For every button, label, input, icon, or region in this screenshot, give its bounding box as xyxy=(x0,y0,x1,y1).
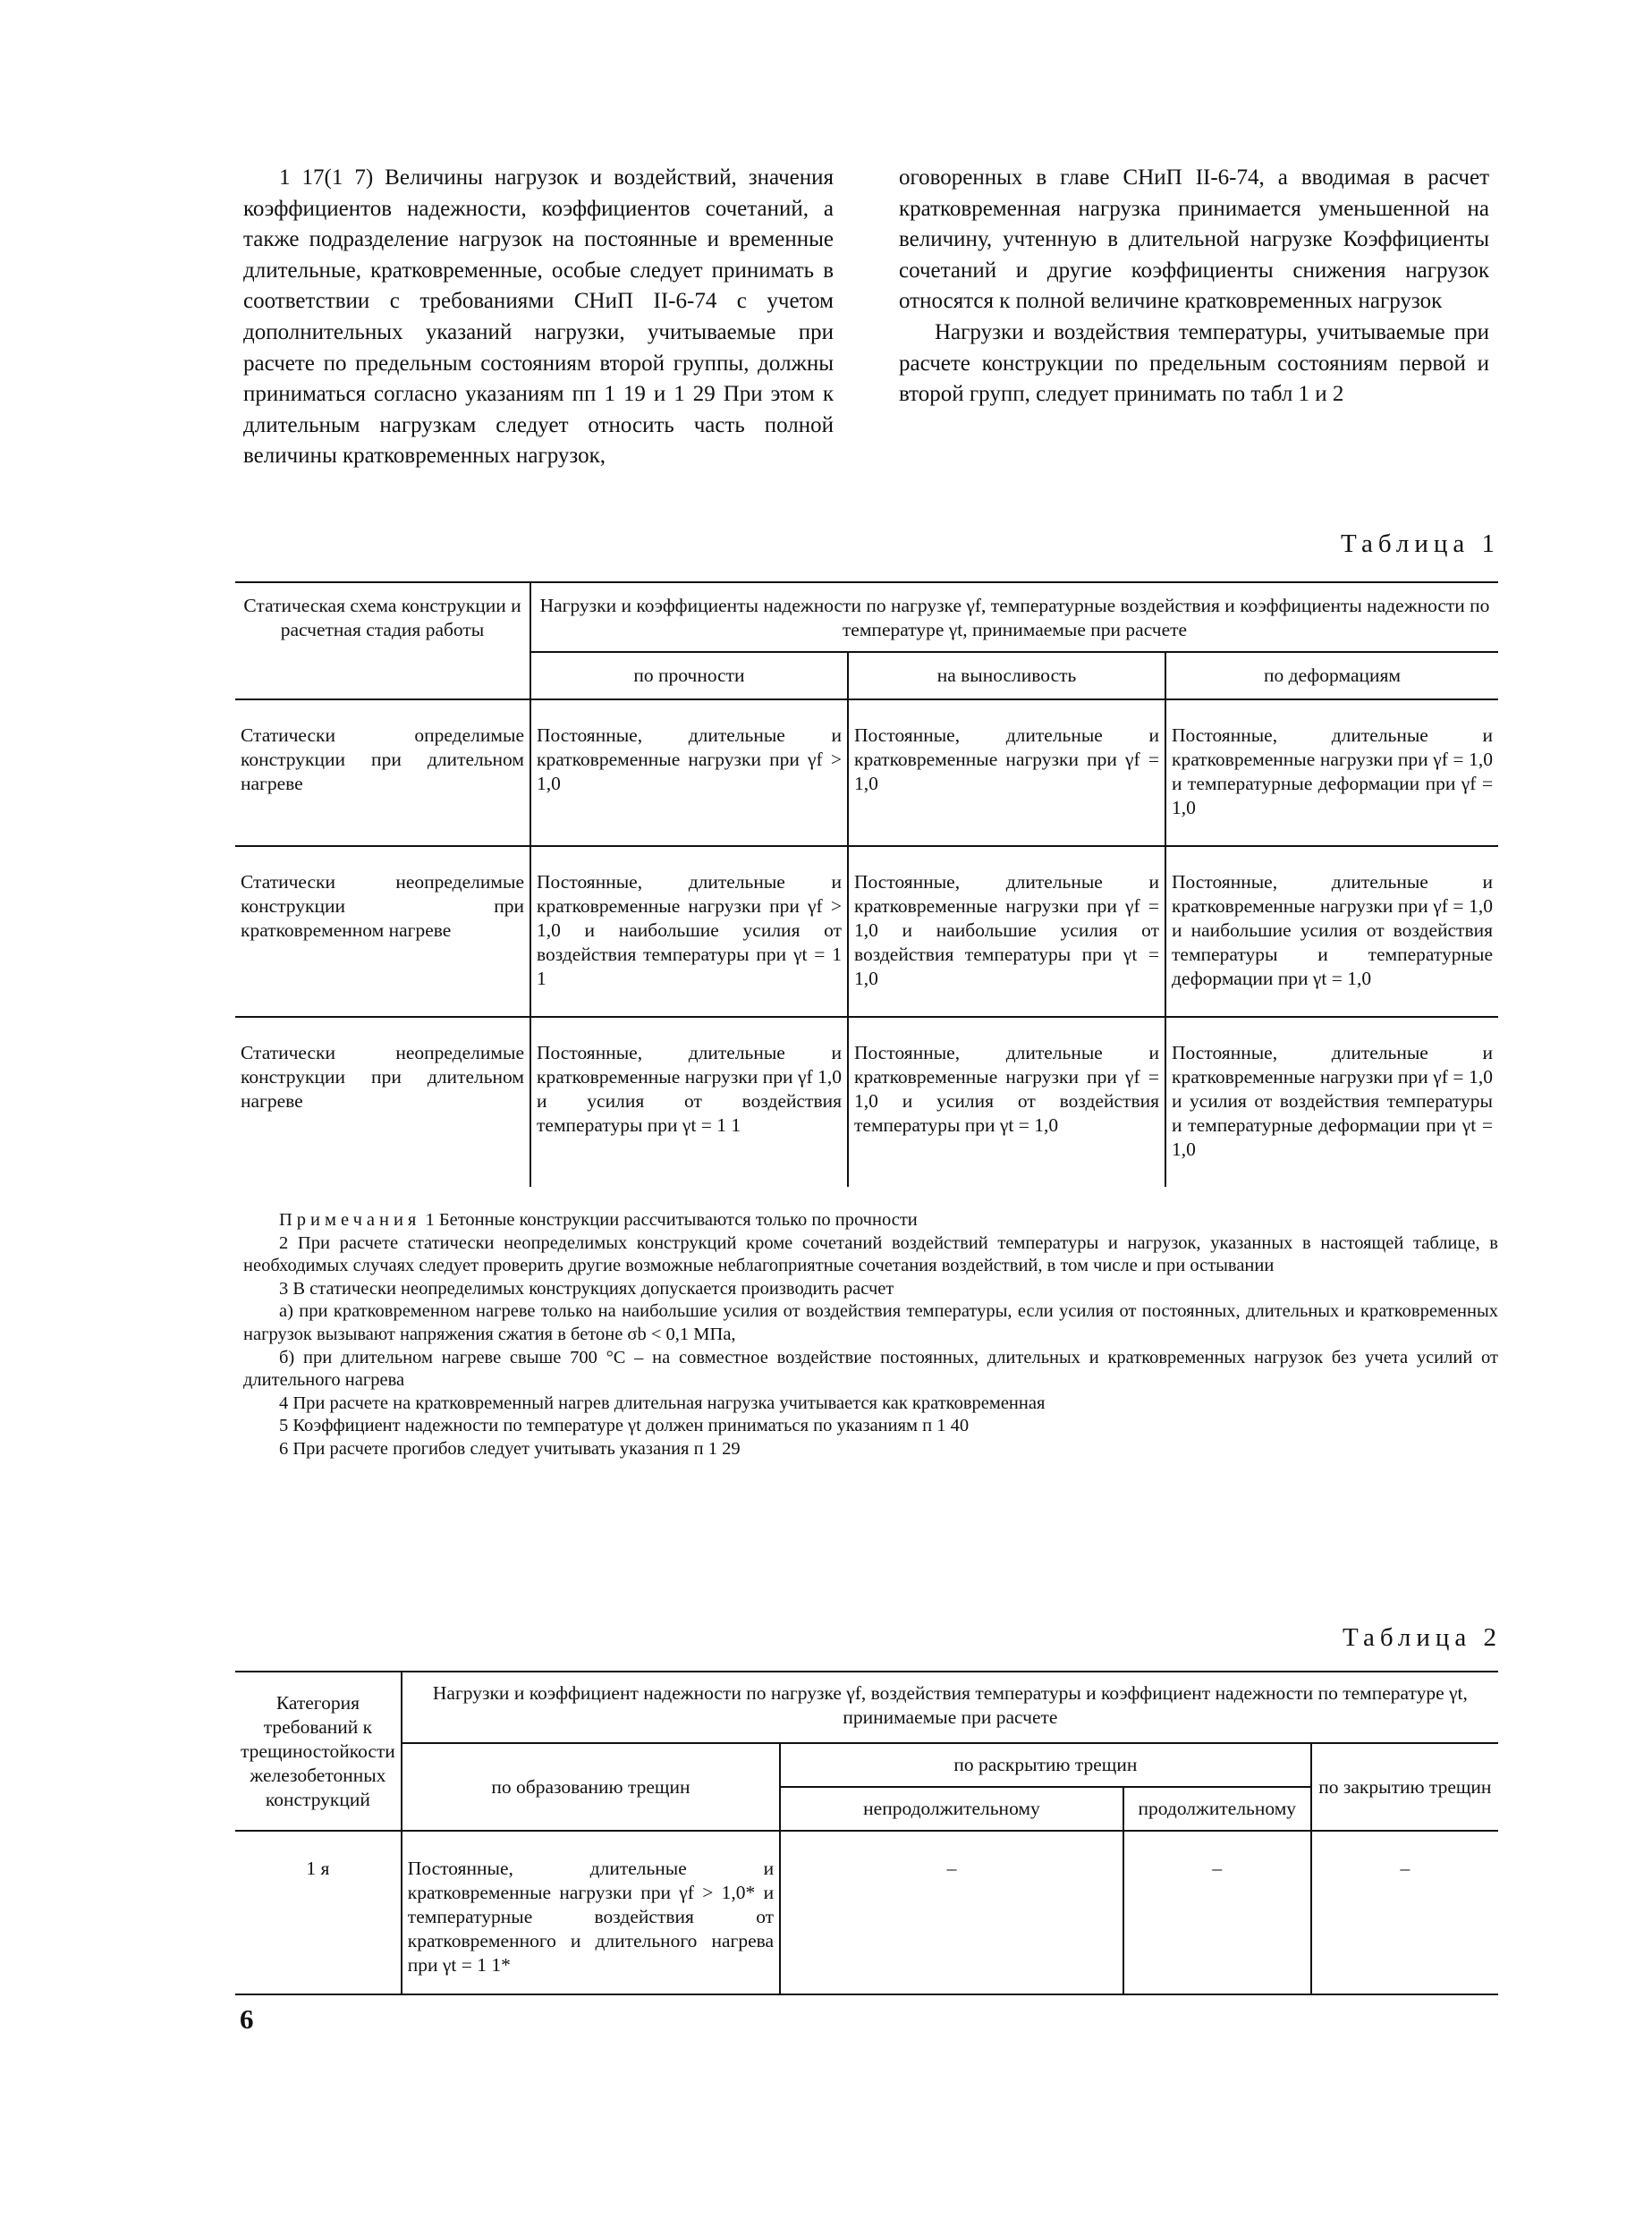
table-1-cell: Постоянные, длительные и кратковременные нагрузки при γf > 1,0 xyxy=(530,699,848,846)
note-3a: а) при кратковременном нагреве только на наибольшие усилия от воздействия температуры, если усилия от постоянных, длительных и кратковременных нагрузок вызывают напряжения сжатия в бетоне σb < 0,1 МПа, xyxy=(243,1301,1498,1344)
table-2-header-short-term: непродолжительному xyxy=(780,1787,1123,1831)
table-1-row-label: Статически неопределимые конструкции при кратковременном нагреве xyxy=(235,846,530,1017)
table-2-header-category: Категория требований к трещиностойкости железобетонных конструкций xyxy=(235,1672,402,1831)
table-1 xyxy=(235,581,1498,1187)
table-2-header-closing: по закрытию трещин xyxy=(1311,1743,1498,1831)
table-1-notes xyxy=(243,1209,1498,1461)
table-1-header-endurance: на выносливость xyxy=(848,652,1165,699)
table-1-cell: Постоянные, длительные и кратковременные нагрузки при γf 1,0 и усилия от воздействия температуры при γt = 1 1 xyxy=(530,1017,848,1187)
table-1-cell: Постоянные, длительные и кратковременные нагрузки при γf = 1,0 и температурные деформации при γf = 1,0 xyxy=(1165,699,1498,846)
table-1-cell: Постоянные, длительные и кратковременные нагрузки при γf > 1,0 и наибольшие усилия от воздействия температуры при γt = 1 1 xyxy=(530,846,848,1017)
table-1-header-strength: по прочности xyxy=(530,652,848,699)
table-1-cell: Постоянные, длительные и кратковременные нагрузки при γf = 1,0 и усилия от воздействия температуры и температурные деформации при γt = 1,0 xyxy=(1172,1042,1493,1160)
table-2-cell-long-term: – xyxy=(1123,1831,1311,1994)
table-2-header-opening: по раскрытию трещин xyxy=(780,1743,1311,1787)
paragraph-1-17: 1 17(1 7) Величины нагрузок и воздействий, значения коэффициентов надежности, коэффициентов сочетаний, а также подразделение нагрузок на постоянные и временные длительные, кратковременные, особые следует принимать в соответствии с требованиями СНиП II-6-74 с учетом дополнительных указаний нагрузки, учитываемые при расчете по предельным состояниям второй группы, должны приниматься согласно указаниям пп 1 19 и 1 29 При этом к длительным нагрузкам следует относить часть полной величины кратковременных нагрузок, xyxy=(243,165,834,469)
table-1-cell: Постоянные, длительные и кратковременные нагрузки при γf = 1,0 и наибольшие усилия от воздействия температуры и температурные деформации при γt = 1,0 xyxy=(1165,846,1498,1017)
paragraph-temperature-loads: Нагрузки и воздействия температуры, учитываемые при расчете конструкции по предельным состояниям первой и второй групп, следует принимать по табл 1 и 2 xyxy=(899,319,1489,407)
table-1-row-label: Статически определимые конструкции при длительном нагреве xyxy=(235,699,530,846)
table-1-header-main: Нагрузки и коэффициенты надежности по нагрузке γf, температурные воздействия и коэффициенты надежности по температуре γt, принимаемые при расчете xyxy=(539,595,1490,640)
table-2-header-formation: по образованию трещин xyxy=(402,1743,780,1831)
right-text-column xyxy=(899,163,1489,411)
table-2-caption: Таблица 2 xyxy=(1342,1623,1502,1652)
table-1-cell: Постоянные, длительные и кратковременные нагрузки при γf = 1,0 и усилия от воздействия температуры при γt = 1,0 xyxy=(848,1017,1165,1187)
note-3b: б) при длительном нагреве свыше 700 °С – на совместное воздействие постоянных, длительных и кратковременных нагрузок без учета усилий от длительного нагрева xyxy=(243,1347,1498,1391)
table-1-caption: Таблица 1 xyxy=(1340,529,1500,558)
notes-heading: Примечания xyxy=(279,1210,421,1230)
table-1-header-deformation: по деформациям xyxy=(1165,652,1498,699)
table-1-cell: Постоянные, длительные и кратковременные нагрузки при γf = 1,0 и наибольшие усилия от воздействия температуры при γt = 1,0 xyxy=(848,846,1165,1017)
note-1: 1 Бетонные конструкции рассчитываются только по прочности xyxy=(425,1210,918,1230)
note-3: 3 В статически неопределимых конструкциях допускается производить расчет xyxy=(279,1278,894,1299)
page-number: 6 xyxy=(240,2003,254,2035)
table-2 xyxy=(235,1671,1498,1995)
table-2-cell-formation: Постоянные, длительные и кратковременные нагрузки при γf > 1,0* и температурные воздействия от кратковременного и длительного нагрева при γt = 1 1* xyxy=(402,1831,780,1994)
note-6: 6 При расчете прогибов следует учитывать указания п 1 29 xyxy=(279,1438,741,1459)
table-1-cell: Постоянные, длительные и кратковременные нагрузки при γf = 1,0 xyxy=(848,699,1165,846)
note-5: 5 Коэффициент надежности по температуре γt должен приниматься по указаниям п 1 40 xyxy=(279,1416,970,1436)
table-2-header-main: Нагрузки и коэффициент надежности по нагрузке γf, воздействия температуры и коэффициент надежности по температуре γt, принимаемые при расчете xyxy=(432,1682,1468,1728)
table-2-cell-short-term: – xyxy=(780,1831,1123,1994)
table-1-row-label: Статически неопределимые конструкции при длительном нагреве xyxy=(235,1017,530,1187)
table-2-row-category: 1 я xyxy=(235,1831,402,1994)
table-2-header-long-term: продолжительному xyxy=(1123,1787,1311,1831)
note-4: 4 При расчете на кратковременный нагрев длительная нагрузка учитывается как кратковременная xyxy=(279,1393,1046,1413)
left-text-column xyxy=(243,163,834,472)
table-1-header-scheme: Статическая схема конструкции и расчетная стадия работы xyxy=(235,582,530,699)
table-2-cell-closing: – xyxy=(1400,1858,1411,1879)
note-2: 2 При расчете статически неопределимых конструкций кроме сочетаний воздействий температуры и нагрузок, указанных в настоящей таблице, в необходимых случаях следует проверить другие возможные неблагоприятные сочетания воздействий, в том числе и при остывании xyxy=(243,1232,1498,1276)
paragraph-continuation: оговоренных в главе СНиП II-6-74, а вводимая в расчет кратковременная нагрузка принимается уменьшенной на величину, учтенную в длительной нагрузке Коэффициенты сочетаний и другие коэффициенты снижения нагрузок относятся к полной величине кратковременных нагрузок xyxy=(899,165,1489,314)
